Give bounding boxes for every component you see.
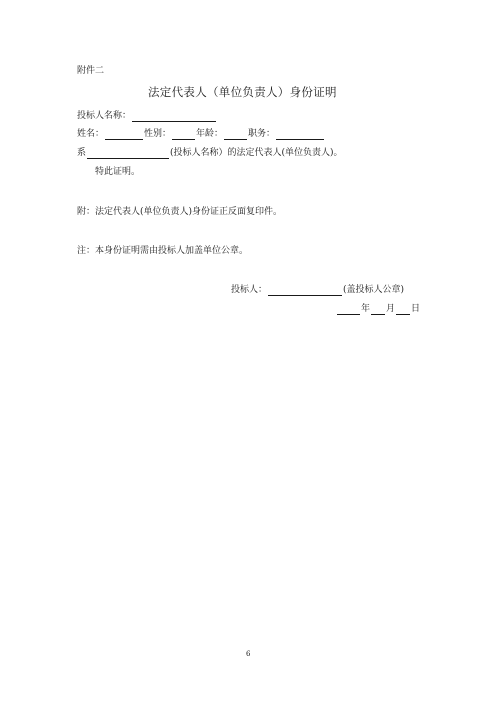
date-row	[336, 303, 420, 315]
personal-info-row	[77, 128, 325, 140]
date-month-label: 月	[386, 304, 396, 314]
bidder-name-label: 投标人名称：	[77, 111, 132, 121]
gender-label: 性别：	[144, 129, 172, 139]
month-blank	[371, 304, 385, 315]
attachment-label: 附件二	[77, 66, 105, 76]
relation-blank	[87, 148, 169, 159]
page-number: 6	[246, 650, 251, 658]
position-blank	[276, 129, 324, 140]
position-label: 职务：	[248, 129, 276, 139]
age-blank	[224, 129, 247, 140]
date-year-label: 年	[361, 304, 371, 314]
seal-note: (盖投标人公章)	[343, 285, 405, 295]
remark-note: 注：本身份证明需由投标人加盖单位公章。	[77, 246, 249, 256]
name-blank	[105, 129, 143, 140]
attachment-note: 附：法定代表人(单位负责人)身份证正反面复印件。	[77, 207, 283, 217]
gender-blank	[172, 129, 195, 140]
relation-prefix: 系	[77, 148, 87, 158]
year-blank	[337, 304, 360, 315]
signature-label: 投标人：	[231, 285, 268, 295]
date-day-label: 日	[411, 304, 421, 314]
signature-row	[231, 284, 404, 296]
bidder-name-row	[77, 110, 217, 122]
relation-suffix: (投标人名称）的法定代表人(单位负责人)。	[170, 148, 343, 158]
name-label: 姓名：	[77, 129, 105, 139]
document-title: 法定代表人（单位负责人）身份证明	[148, 85, 337, 99]
relation-row	[77, 147, 343, 159]
day-blank	[396, 304, 410, 315]
certify-text: 特此证明。	[95, 167, 141, 177]
signature-blank	[268, 285, 342, 296]
bidder-name-blank	[132, 111, 216, 122]
age-label: 年龄：	[196, 129, 224, 139]
